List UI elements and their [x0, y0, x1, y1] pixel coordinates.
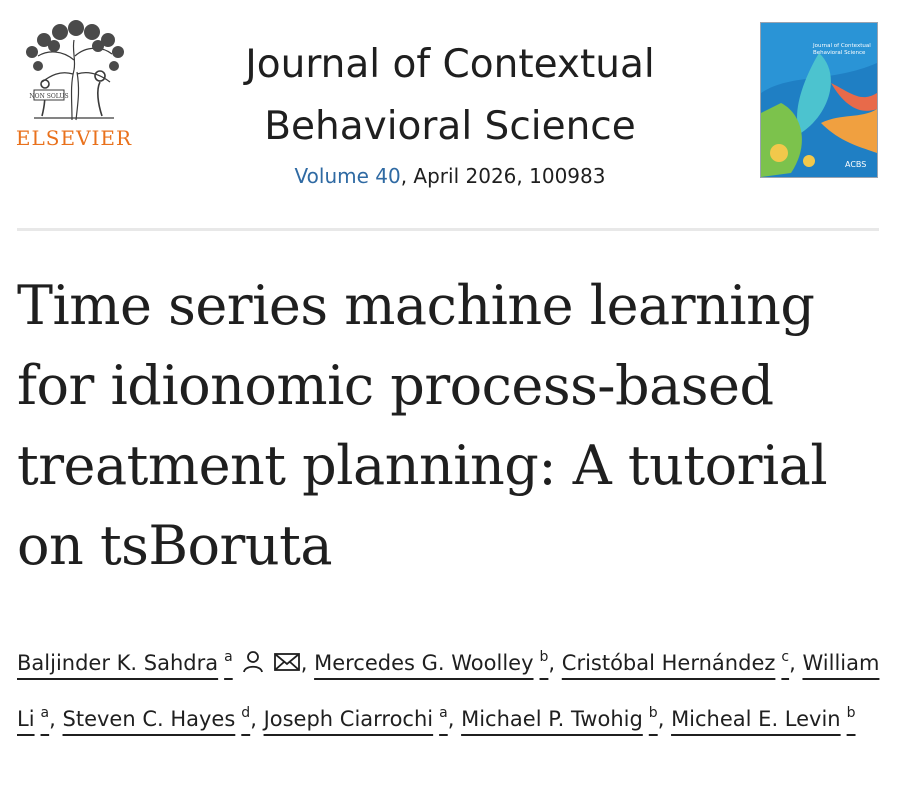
- affiliation-marker: b: [846, 705, 856, 721]
- author-link[interactable]: [461, 707, 658, 731]
- cover-artwork: [761, 23, 877, 177]
- affiliation-marker: b: [648, 705, 658, 721]
- author-name: Micheal E. Levin: [671, 707, 841, 731]
- elsevier-tree-logo-icon: [14, 20, 134, 125]
- affiliation-marker: d: [241, 705, 251, 721]
- author-separator: ,: [548, 651, 556, 675]
- journal-title-line2: Behavioral Science: [264, 104, 636, 149]
- journal-title-line1: Journal of Contextual: [245, 42, 655, 87]
- article-title: Time series machine learning for idionomic process-based treatment planning: A tutorial on tsBoruta: [17, 274, 828, 577]
- author-separator: ,: [789, 651, 796, 675]
- author-separator: ,: [250, 707, 257, 731]
- author-name: Cristóbal Hernández: [561, 651, 776, 675]
- affiliation-marker: a: [40, 705, 50, 721]
- author-name: William Li: [17, 651, 880, 731]
- author-name: Mercedes G. Woolley: [314, 651, 534, 675]
- author-link[interactable]: [314, 651, 548, 675]
- affiliation-marker: a: [224, 649, 233, 665]
- author-link[interactable]: [63, 707, 251, 731]
- header-divider: [17, 228, 879, 231]
- issue-details: , April 2026, 100983: [400, 164, 606, 188]
- journal-header: [0, 0, 910, 200]
- author-link[interactable]: [671, 707, 855, 731]
- author-name: Michael P. Twohig: [461, 707, 643, 731]
- journal-cover-image[interactable]: [760, 22, 878, 178]
- issue-info: [195, 164, 705, 188]
- author-link[interactable]: [17, 651, 301, 675]
- author-list: [17, 634, 897, 743]
- cover-title-line2: Behavioral Science: [813, 50, 866, 56]
- cover-title-line1: Journal of Contextual: [813, 43, 871, 49]
- publisher-name: ELSEVIER: [15, 126, 133, 150]
- cover-badge: ACBS: [845, 160, 867, 169]
- journal-title[interactable]: [195, 34, 705, 158]
- volume-link[interactable]: Volume 40: [294, 164, 401, 188]
- author-separator: ,: [49, 707, 56, 731]
- author-separator: ,: [657, 707, 665, 731]
- author-name: Steven C. Hayes: [62, 707, 236, 731]
- author-separator: ,: [300, 651, 308, 675]
- author-link[interactable]: [264, 707, 448, 731]
- mail-icon[interactable]: [273, 643, 301, 690]
- person-icon[interactable]: [241, 643, 265, 690]
- author-name: Baljinder K. Sahdra: [17, 651, 219, 675]
- author-name: Joseph Ciarrochi: [263, 707, 434, 731]
- affiliation-marker: b: [539, 649, 549, 665]
- author-link[interactable]: [562, 651, 789, 675]
- logo-motto: NON SOLUS: [29, 93, 69, 100]
- author-separator: ,: [447, 707, 455, 731]
- affiliation-marker: a: [439, 705, 448, 721]
- affiliation-marker: c: [781, 649, 790, 665]
